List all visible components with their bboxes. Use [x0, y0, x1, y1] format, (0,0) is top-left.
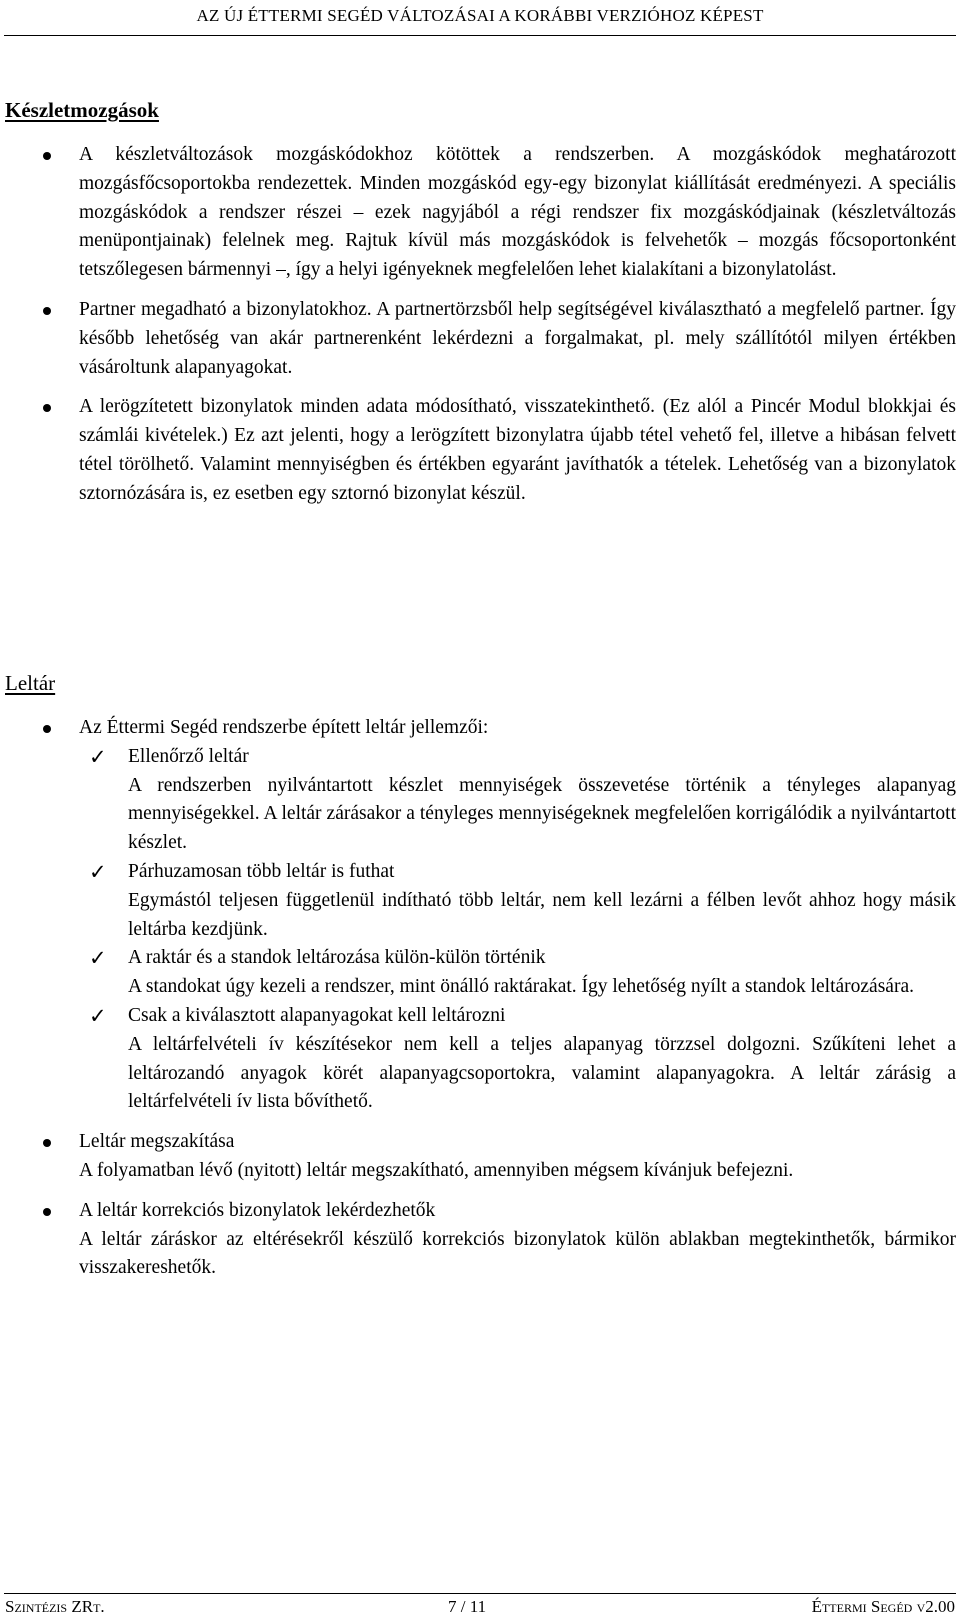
list-item: Partner megadható a bizonylatokhoz. A partnertörzsből help segítségével kiválasztható a megfelelő partner. Így később lehetőség van akár partnerenként lekérdezni a forgalmakat, pl. mely szállítótól milyen értékben vásároltunk alapanyagokat. — [0, 296, 956, 382]
section-title-leltar: Leltár — [5, 671, 56, 695]
keszletmozgasok-list — [0, 141, 960, 509]
check-mark-icon: ✓ — [89, 859, 107, 884]
feature-item — [0, 858, 956, 944]
leltar-list — [0, 714, 960, 1283]
feature-title: A raktár és a standok leltározása külön-külön történik — [128, 947, 546, 969]
section-title-keszletmozgasok: Készletmozgások — [5, 98, 159, 122]
check-mark-icon: ✓ — [89, 946, 107, 971]
feature-desc: A leltárfelvételi ív készítésekor nem kell a teljes alapanyag törzzsel dolgozni. Szűkíteni lehet a leltározandó anyagok körét alapanyagcsoportokra, valamint alapanyagokra. A leltár zárásig a leltárfelvételi ív lista bővíthető. — [128, 1033, 956, 1113]
check-mark-icon: ✓ — [89, 1003, 107, 1028]
bullet-desc: A folyamatban lévő (nyitott) leltár megszakítható, amennyiben mégsem kívánjuk befejezni. — [79, 1159, 794, 1181]
page-header: AZ ÚJ ÉTTERMI SEGÉD VÁLTOZÁSAI A KORÁBBI VERZIÓHOZ KÉPEST — [196, 6, 764, 25]
feature-item — [0, 1002, 956, 1117]
list-item: A készletváltozások mozgáskódokhoz kötöttek a rendszerben. A mozgáskódok meghatározott mozgásfőcsoportokba rendezettek. Minden mozgáskód egy-egy bizonylat kiállítását eredményezi. A speciális mozgáskódok a rendszer részei – ezek nagyjából a régi rendszer fix mozgáskódjainak (készletváltozás menüpontjainak) felelnek meg. Rajtuk kívül más mozgáskódok is felvehetők – mozgás főcsoportonként tetszőlegesen bármennyi –, így a helyi igényeknek megfelelően lehet kialakítani a bizonylatolást. — [0, 141, 956, 285]
footer-company: Szintézis ZRt. — [5, 1597, 105, 1616]
bullet-desc: A leltár záráskor az eltérésekről készülő korrekciós bizonylatok külön ablakban megtekinthetők, bármikor visszakereshetők. — [79, 1228, 956, 1279]
footer-rule — [4, 1593, 956, 1594]
feature-title: Csak a kiválasztott alapanyagokat kell leltározni — [128, 1004, 506, 1026]
footer-page-number: 7 / 11 — [448, 1597, 487, 1616]
page-footer — [0, 1597, 960, 1617]
check-mark-icon: ✓ — [89, 744, 107, 769]
feature-desc: A rendszerben nyilvántartott készlet mennyiségek összevetése történik a tényleges alapanyag mennyiségekkel. A leltár zárásakor a tényleges mennyiségeknek megfelelően korrigálódik a nyilvántartott készlet. — [128, 774, 956, 854]
bullet-title: A leltár korrekciós bizonylatok lekérdezhetők — [79, 1199, 436, 1221]
list-item: A lerögzítetett bizonylatok minden adata módosítható, visszatekinthető. (Ez alól a Pincér Modul blokkjai és számlái kivételek.) Ez azt jelenti, hogy a lerögzített bizonylatra újabb tétel vehető fel, illetve a hibásan felvett tétel törölhető. Valamint mennyiségben és értékben egyaránt javíthatók a tételek. Lehetőség van a bizonylatok sztornózására is, ez esetben egy sztornó bizonylat készül. — [0, 393, 956, 508]
feature-title: Ellenőrző leltár — [128, 745, 249, 767]
bullet-title: Leltár megszakítása — [79, 1131, 235, 1153]
feature-desc: Egymástól teljesen függetlenül indítható több leltár, nem kell lezárni a félben levőt ahhoz hogy másik leltárba kezdjünk. — [128, 889, 956, 940]
list-item — [0, 1197, 956, 1283]
feature-list — [79, 743, 956, 1117]
feature-item — [0, 743, 956, 858]
feature-item — [0, 944, 956, 1002]
footer-product: Éttermi Segéd v2.00 — [811, 1597, 955, 1616]
list-item — [0, 714, 956, 1117]
leltar-intro: Az Éttermi Segéd rendszerbe épített leltár jellemzői: — [79, 717, 489, 738]
list-item — [0, 1128, 956, 1186]
header-rule — [4, 35, 956, 36]
feature-desc: A standokat úgy kezeli a rendszer, mint önálló raktárakat. Így lehetőség nyílt a standok leltározására. — [128, 976, 914, 998]
feature-title: Párhuzamosan több leltár is futhat — [128, 860, 395, 882]
